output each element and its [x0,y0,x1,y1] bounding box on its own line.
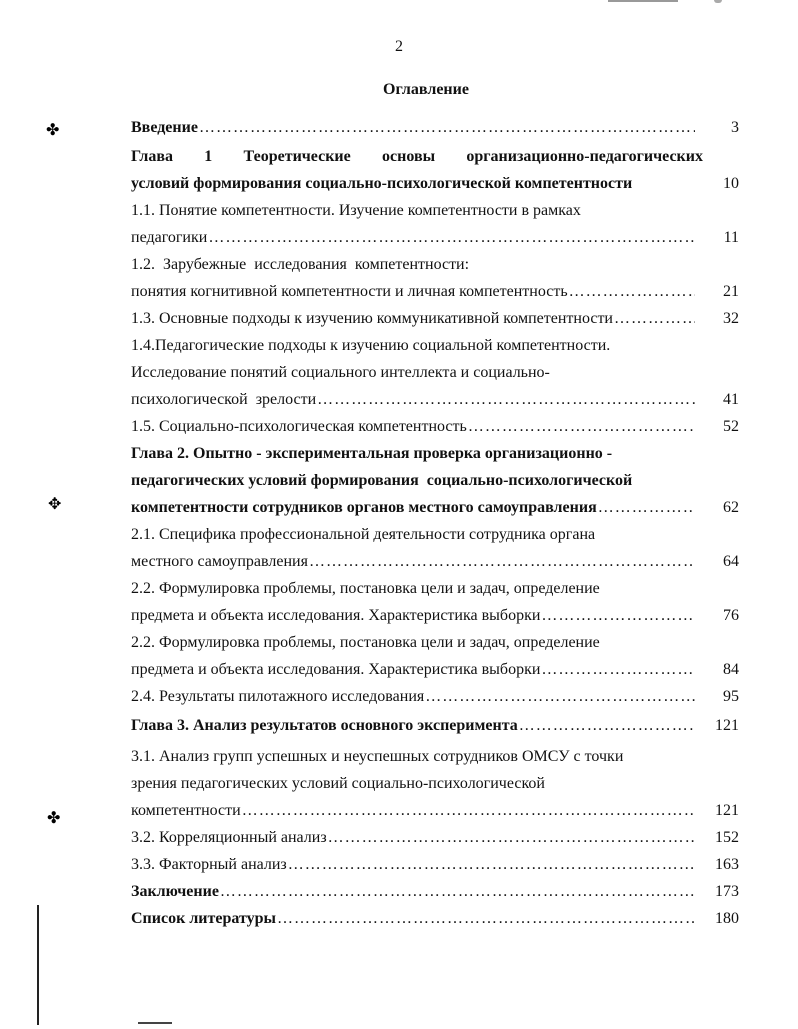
toc-text: 1.2. Зарубежные исследования компетентности: [131,256,470,273]
toc-leader [467,417,695,437]
toc-line [131,743,739,767]
toc-leader [424,687,695,707]
toc-page: 163 [715,856,739,873]
toc-page: 10 [723,175,739,192]
toc-line [131,143,739,167]
scan-artifact-top-line [608,0,678,2]
toc-line [131,467,739,491]
toc-text: 3.2. Корреляционный анализ [131,829,327,846]
toc-text: компетентности [131,802,241,819]
toc-line [131,170,739,194]
toc-line [131,332,739,356]
toc-page: 152 [715,829,739,846]
toc-text: Исследование понятий социального интеллекта и социально- [131,364,550,381]
toc-line [131,656,739,680]
toc-line [131,575,739,599]
toc-line [131,878,739,902]
toc-line [131,114,739,138]
margin-stamp-icon: ✥ [48,496,62,513]
toc-line [131,824,739,848]
toc-text: 3.1. Анализ групп успешных и неуспешных сотрудников ОМСУ с точки [131,748,624,765]
toc-text: Глава 2. Опытно - экспериментальная проверка организационно - [131,445,613,462]
toc-leader [540,606,695,626]
toc-text: 2.4. Результаты пилотажного исследования [131,688,425,705]
toc-line [131,359,739,383]
toc-leader [597,498,695,518]
toc-line [131,712,739,736]
toc-text: зрения педагогических условий социально-психологической [131,775,545,792]
toc-text: Список литературы [131,910,276,927]
toc-text: педагогических условий формирования социально-психологической [131,472,633,489]
toc-text: понятия когнитивной компетентности и личная компетентность [131,283,568,300]
toc-line [131,770,739,794]
toc-page: 84 [723,661,739,678]
scan-artifact-vertical-line [37,905,39,1025]
toc-leader [241,801,695,821]
scan-artifact-dash [138,1022,172,1024]
toc-page: 95 [723,688,739,705]
toc-text: предмета и объекта исследования. Характеристика выборки [131,661,541,678]
toc-line [131,224,739,248]
toc-text: условий формирования социально-психологической компетентности [131,175,633,192]
toc-line [131,797,739,821]
toc-line [131,305,739,329]
toc-leader [198,118,695,138]
toc-text: предмета и объекта исследования. Характеристика выборки [131,607,541,624]
page-number: 2 [395,38,403,55]
toc-leader [613,309,695,329]
toc-page: 21 [723,283,739,300]
toc-line [131,251,739,275]
toc-line [131,521,739,545]
toc-leader [568,282,695,302]
toc-text: 1.4.Педагогические подходы к изучению социальной компетентности. [131,337,611,354]
toc-line [131,494,739,518]
toc-line [131,548,739,572]
toc-text: Заключение [131,883,219,900]
toc-line [131,905,739,929]
toc-text: местного самоуправления [131,553,308,570]
toc-leader [327,828,695,848]
margin-stamp-icon: ✤ [46,122,60,139]
toc-text: 1.3. Основные подходы к изучению коммуникативной компетентности [131,310,613,327]
toc-leader [518,716,695,736]
toc-leader [287,855,695,875]
toc-line [131,851,739,875]
toc-page: 41 [723,391,739,408]
toc-text: педагогики [131,229,208,246]
toc-text: психологической зрелости [131,391,317,408]
toc-leader [308,552,695,572]
toc-leader [540,660,695,680]
toc-line [131,278,739,302]
toc-text: 3.3. Факторный анализ [131,856,287,873]
toc-leader [276,909,695,929]
toc-page: 52 [723,418,739,435]
toc-text: компетентности сотрудников органов местного самоуправления [131,499,597,516]
toc-text: 2.2. Формулировка проблемы, постановка цели и задач, определение [131,580,600,597]
toc-leader [316,390,695,410]
toc-page: 32 [723,310,739,327]
toc-text: 2.1. Специфика профессиональной деятельности сотрудника органа [131,526,596,543]
toc-line [131,602,739,626]
toc-page: 173 [715,883,739,900]
toc-page: 121 [715,717,739,734]
toc-text: Глава 3. Анализ результатов основного эксперимента [131,717,518,734]
toc-line [131,386,739,410]
toc-page: 76 [723,607,739,624]
toc-text: 1.5. Социально-психологическая компетентность [131,418,467,435]
toc-page: 11 [723,229,739,246]
toc-page: 121 [715,802,739,819]
toc-page: 64 [723,553,739,570]
toc-title: Оглавление [383,81,469,98]
toc-text: 2.2. Формулировка проблемы, постановка цели и задач, определение [131,634,600,651]
toc-page: 62 [723,499,739,516]
margin-stamp-icon: ✤ [47,810,61,827]
toc-line [131,440,739,464]
scan-artifact-top-dot [714,0,722,3]
toc-text: Глава 1 Теоретические основы организационно-педагогических [131,148,703,165]
toc-page: 3 [731,119,739,136]
toc-line [131,683,739,707]
toc-text: 1.1. Понятие компетентности. Изучение компетентности в рамках [131,202,581,219]
toc-text: Введение [131,119,198,136]
toc-leader [219,882,695,902]
toc-line [131,629,739,653]
toc-line [131,413,739,437]
toc-page: 180 [715,910,739,927]
toc-line [131,197,739,221]
toc-leader [207,228,695,248]
